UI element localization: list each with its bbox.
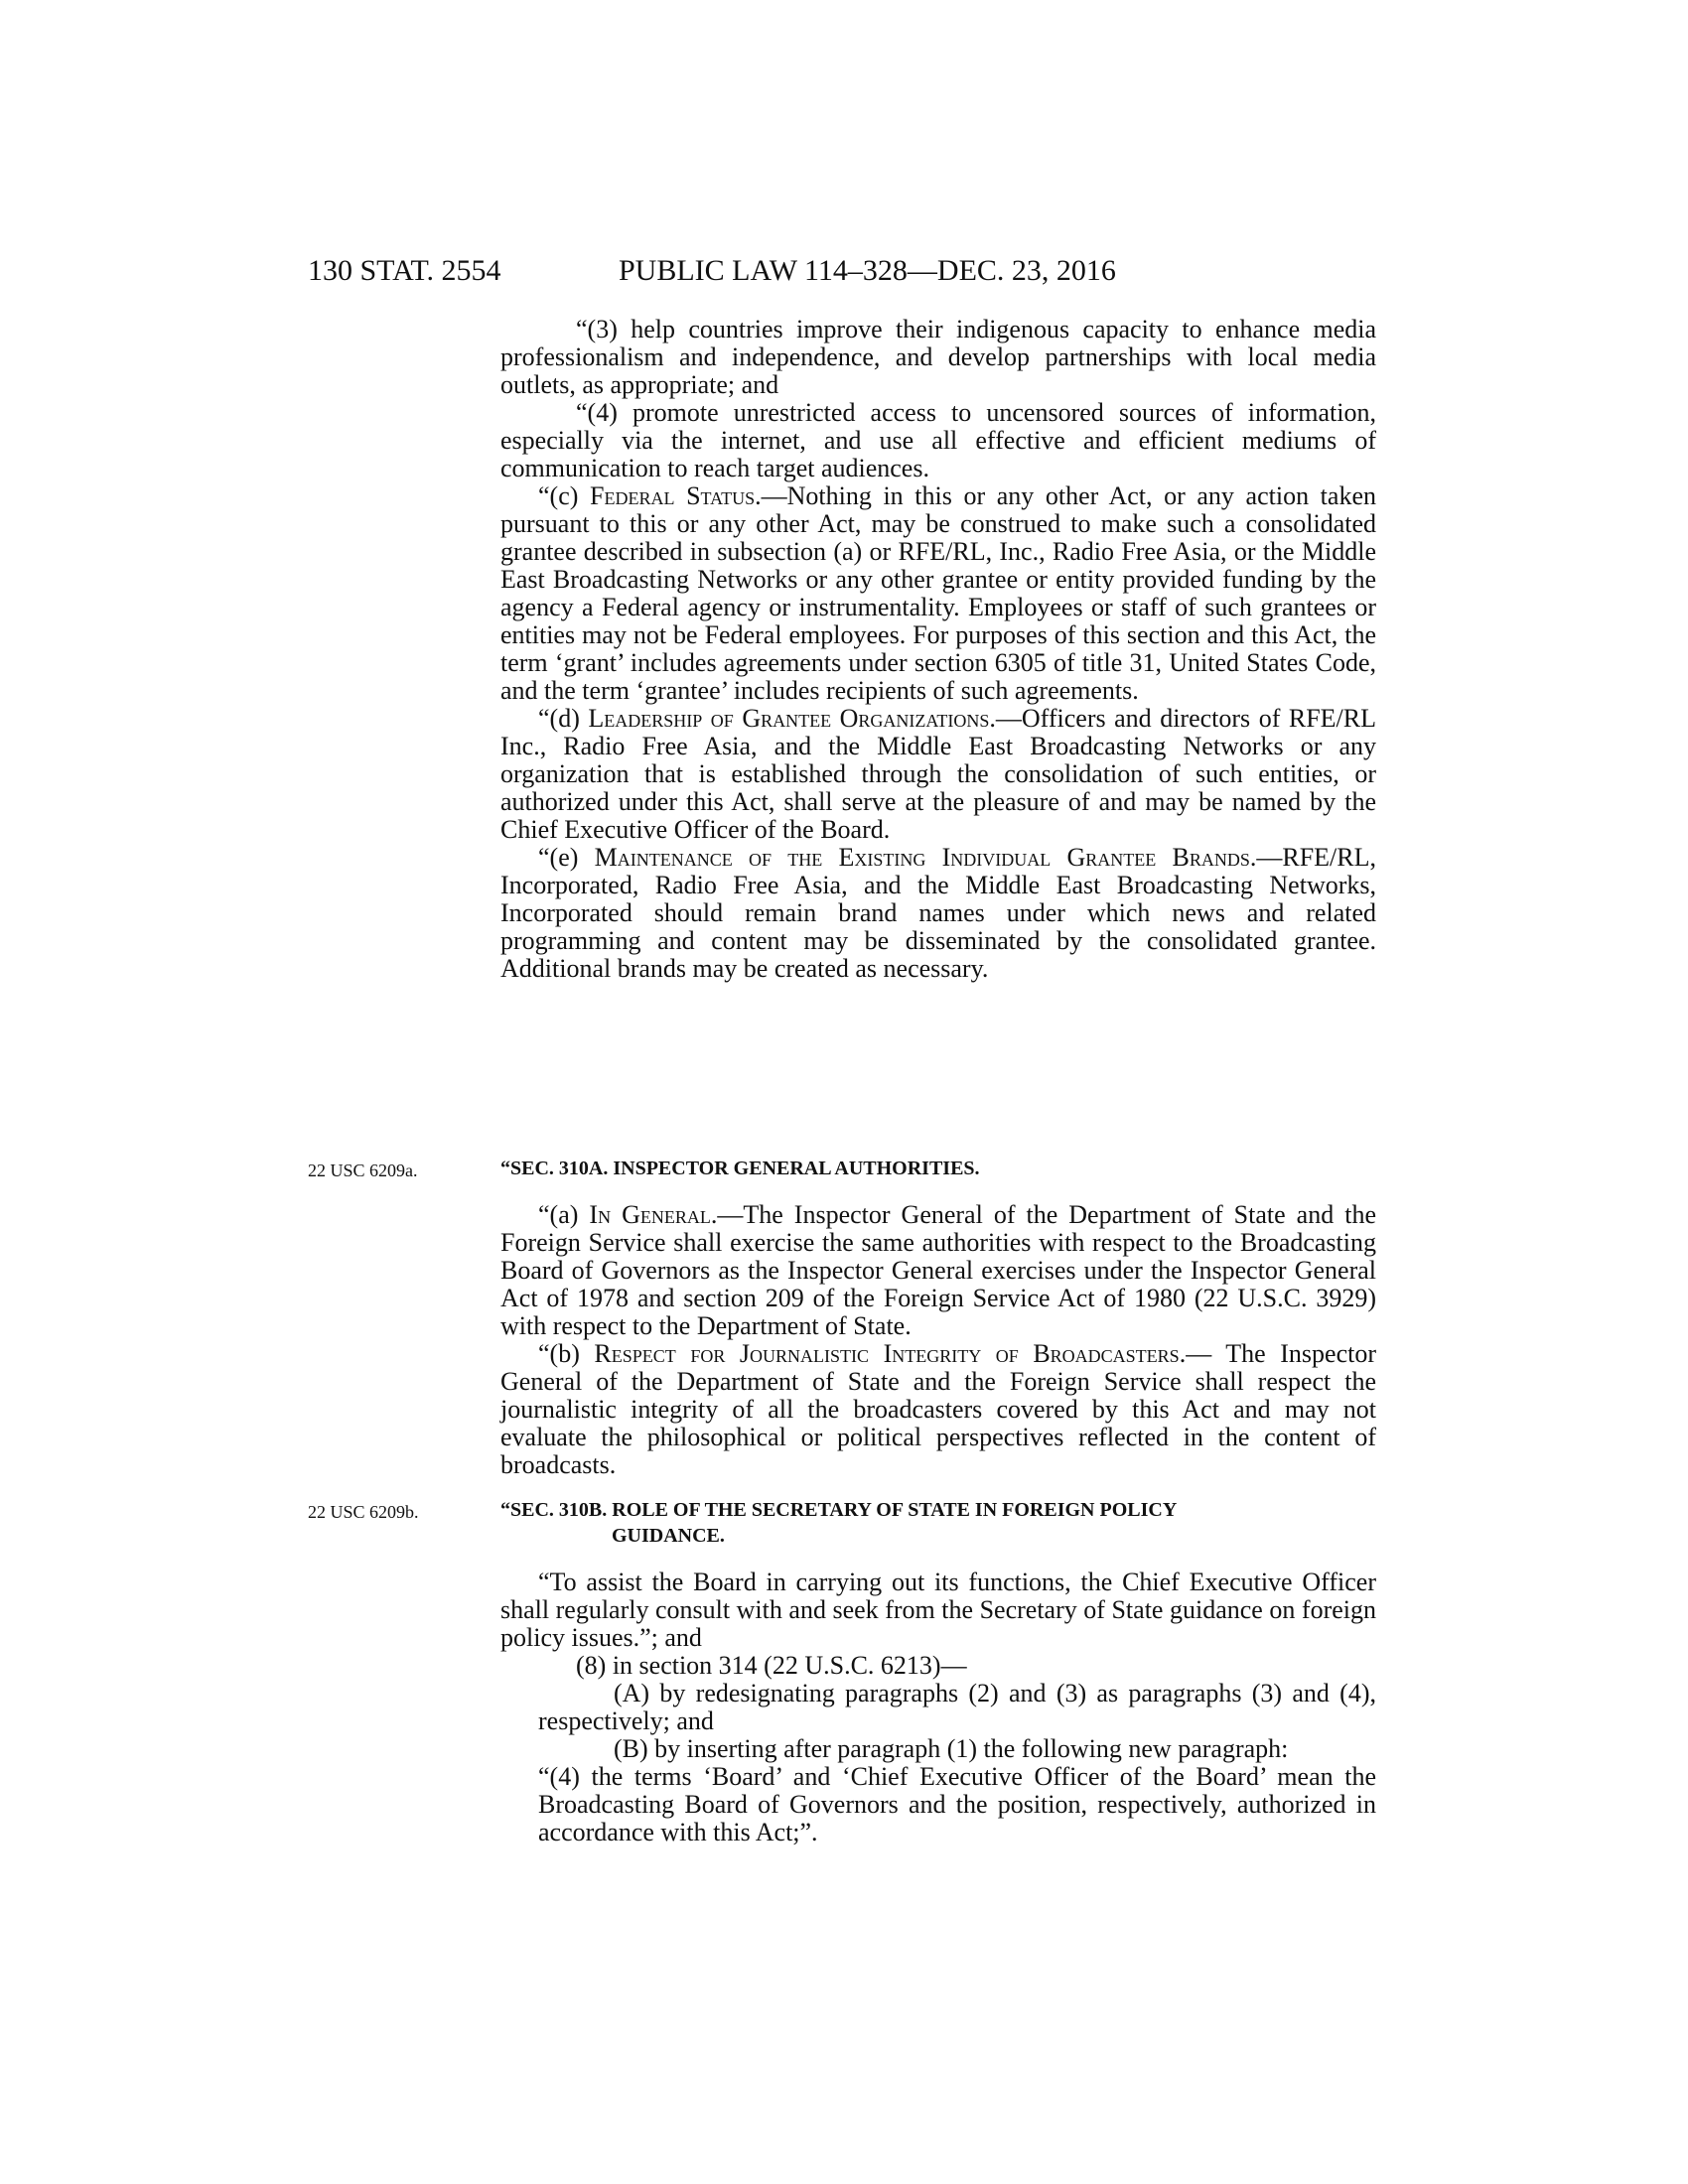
subsection-c	[500, 482, 1376, 705]
item-8: (8) in section 314 (22 U.S.C. 6213)—	[576, 1651, 967, 1680]
subsection-e-open: “(e)	[538, 843, 595, 872]
sec-310a-b-heading: Respect for Journalistic Integrity of Broadcasters.	[594, 1339, 1187, 1368]
paragraph-4: “(4) promote unrestricted access to uncensored sources of information, especially via the internet, and use all effective and efficient mediums of communication to reach target audiences.	[500, 398, 1376, 482]
margin-note-6209a: 22 USC 6209a.	[308, 1160, 418, 1180]
sec-310a-b-text: — The Inspector General of the Department of State and the Foreign Service shall respect the journalistic integrity of all the broadcasters covered by this Act and may not evaluate the philosophical or political perspectives reflected in the content of broadcasts.	[500, 1339, 1376, 1479]
subsection-c-open: “(c)	[538, 481, 591, 510]
subsection-d-text: —Officers and directors of RFE/RL Inc., Radio Free Asia, and the Middle East Broadcasting Networks or any organization that is established through the consolidation of such entities, or authorized under this Act, shall serve at the pleasure of and may be named by the Chief Executive Officer of the Board.	[500, 704, 1377, 844]
subsection-c-heading: Federal Status.	[590, 481, 762, 510]
sec-310a-b-open: “(b)	[538, 1339, 595, 1368]
section-spacer	[500, 1549, 1376, 1569]
sec-310b-heading-line1: “SEC. 310B. ROLE OF THE SECRETARY OF STATE IN FOREIGN POLICY	[500, 1499, 1178, 1521]
subsection-e-heading: Maintenance of the Existing Individual Grantee Brands.	[594, 843, 1257, 872]
sec-310a-a-text: —The Inspector General of the Department of State and the Foreign Service shall exercise the same authorities with respect to the Broadcasting Board of Governors as the Inspector General exercises under the Inspector General Act of 1978 and section 209 of the Foreign Service Act of 1980 (22 U.S.C. 3929) with respect to the Department of State.	[500, 1200, 1376, 1340]
subsection-c-text: —Nothing in this or any other Act, or any action taken pursuant to this or any other Act, may be construed to make such a consolidated grantee described in subsection (a) or RFE/RL, Inc., Radio Free Asia, or the Middle East Broadcasting Networks or any other grantee or entity provided funding by the agency a Federal agency or instrumentality. Employees or staff of such grantees or entities may not be Federal employees. For purposes of this section and this Act, the term ‘grant’ includes agreements under section 6305 of title 31, United States Code, and the term ‘grantee’ includes recipients of such agreements.	[500, 481, 1376, 705]
item-B: (B) by inserting after paragraph (1) the following new paragraph:	[614, 1734, 1289, 1763]
inserted-paragraph-4: “(4) the terms ‘Board’ and ‘Chief Executive Officer of the Board’ mean the Broadcasting Board of Governors and the position, respectively, authorized in accordance with this Act;”.	[538, 1762, 1376, 1846]
sec-310a-subsection-b	[500, 1340, 1376, 1479]
item-A: (A) by redesignating paragraphs (2) and (3) as paragraphs (3) and (4), respectively; and	[538, 1679, 1376, 1735]
sec-310b-block	[500, 1497, 1376, 1846]
running-head-title: PUBLIC LAW 114–328—DEC. 23, 2016	[619, 254, 1116, 287]
sec-310a-a-open: “(a)	[538, 1200, 590, 1229]
sec-310a-heading: “SEC. 310A. INSPECTOR GENERAL AUTHORITIES.	[500, 1158, 980, 1179]
section-spacer	[500, 1181, 1376, 1201]
subsection-d-open: “(d)	[538, 704, 589, 733]
sec-310b-text: “To assist the Board in carrying out its functions, the Chief Executive Officer shall regularly consult with and seek from the Secretary of State guidance on foreign policy issues.”; and	[500, 1568, 1376, 1652]
body-block-top	[500, 316, 1376, 983]
subsection-d-heading: Leadership of Grantee Organizations.	[588, 704, 996, 733]
paragraph-3: “(3) help countries improve their indigenous capacity to enhance media professionalism and independence, and develop partnerships with local media outlets, as appropriate; and	[500, 315, 1376, 399]
statute-page-reference: 130 STAT. 2554	[308, 254, 501, 287]
sec-310a-subsection-a	[500, 1201, 1376, 1340]
sec-310a-a-heading: In General.	[589, 1200, 718, 1229]
sec-310b-heading-line2: GUIDANCE.	[612, 1525, 725, 1547]
margin-note-6209b: 22 USC 6209b.	[308, 1502, 419, 1522]
sec-310a-block	[500, 1156, 1376, 1479]
subsection-e	[500, 844, 1376, 983]
subsection-d	[500, 705, 1376, 844]
subsection-e-text: —RFE/RL, Incorporated, Radio Free Asia, and the Middle East Broadcasting Networks, Incorporated should remain brand names under which news and related programming and content may be disseminated by the consolidated grantee. Additional brands may be created as necessary.	[500, 843, 1376, 983]
